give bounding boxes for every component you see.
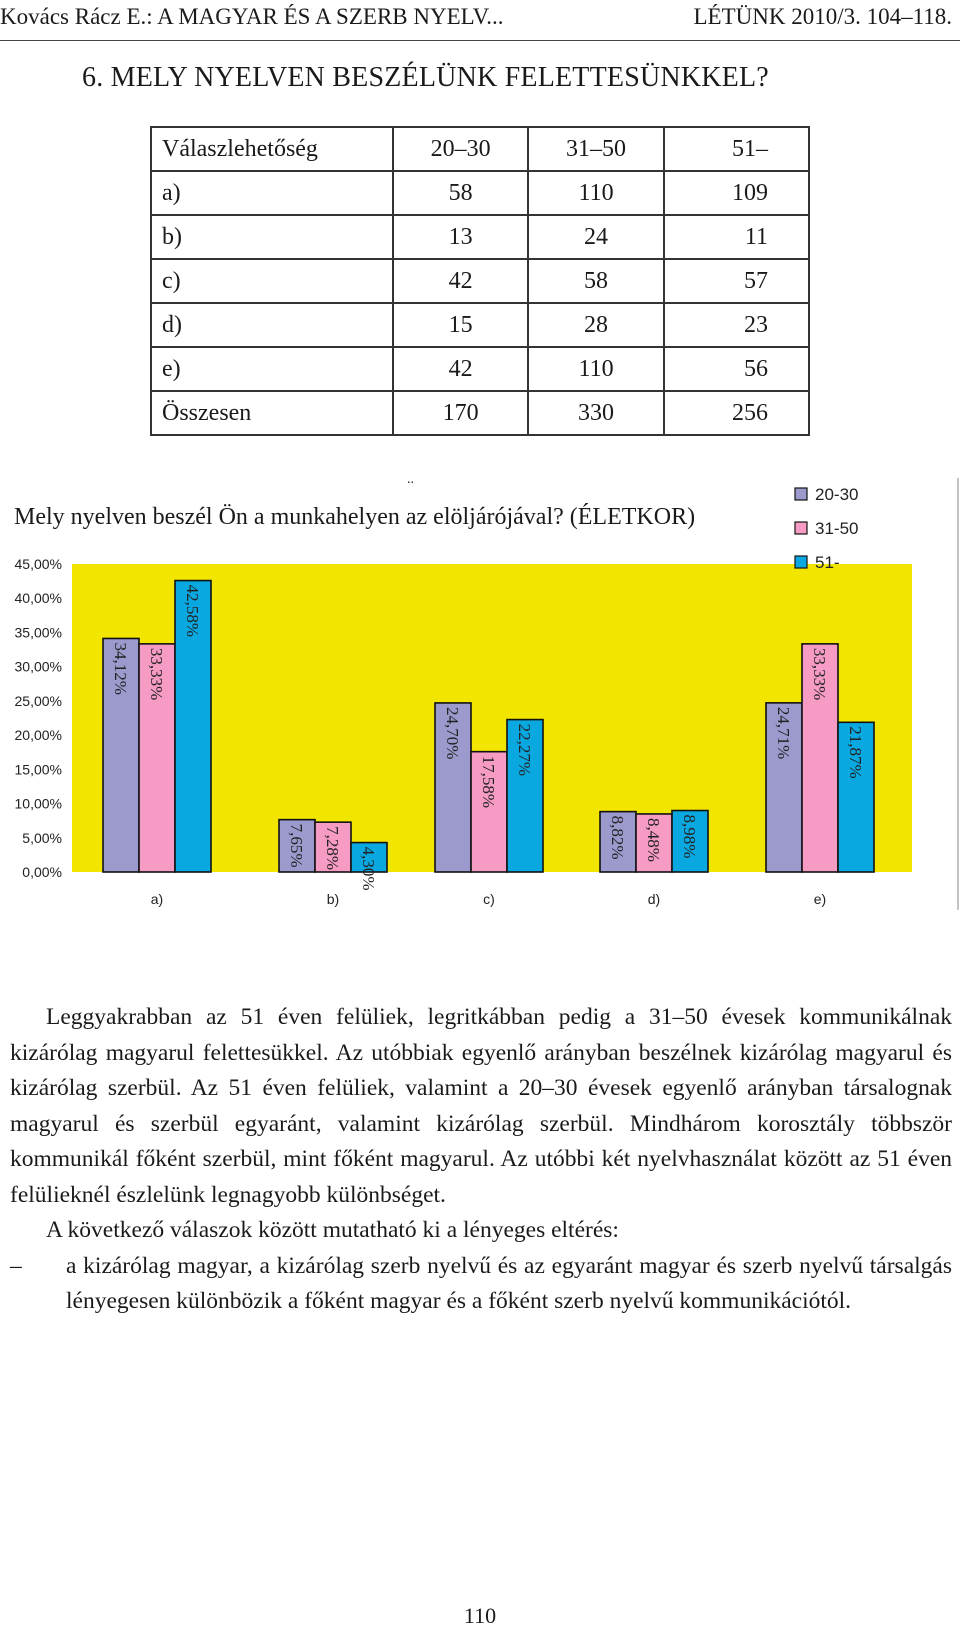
category-label: c): [483, 891, 495, 907]
data-label: 42,58%: [183, 584, 202, 637]
data-label: 24,71%: [774, 706, 793, 760]
data-label: 33,33%: [810, 647, 829, 701]
table-header-cell: 20–30: [393, 127, 528, 171]
response-table: [150, 126, 810, 436]
table-cell: a): [151, 171, 393, 215]
y-tick-label: 5,00%: [22, 829, 62, 846]
data-label: 7,28%: [323, 826, 342, 871]
chart-title: Mely nyelven beszél Ön a munkahelyen az elöljárójával? (ÉLETKOR): [14, 504, 696, 530]
data-label: 34,12%: [111, 642, 130, 695]
y-tick-label: 20,00%: [14, 727, 62, 744]
table-row: [151, 347, 809, 391]
table-cell: 58: [528, 259, 663, 303]
legend-label: 51-: [815, 553, 840, 572]
data-label: 17,58%: [479, 755, 498, 809]
category-label: d): [647, 891, 661, 907]
stray-dots: ..: [407, 472, 414, 487]
table-cell: d): [151, 303, 393, 347]
dash-list-item: [10, 1249, 952, 1320]
table-cell: 57: [664, 259, 809, 303]
table-cell: 28: [528, 303, 663, 347]
body-text: [10, 1000, 952, 1320]
table-cell: 110: [528, 171, 663, 215]
table-row: [151, 171, 809, 215]
legend-swatch: [795, 556, 807, 568]
legend-label: 20-30: [815, 485, 859, 504]
table-cell: c): [151, 259, 393, 303]
table-header-cell: 31–50: [528, 127, 663, 171]
header-rule: [0, 40, 960, 41]
table-cell: b): [151, 215, 393, 259]
y-tick-label: 45,00%: [14, 556, 62, 572]
header-author-title: Kovács Rácz E.: A MAGYAR ÉS A SZERB NYELV...: [0, 4, 504, 29]
y-tick-label: 10,00%: [14, 795, 62, 812]
table-cell: 170: [393, 391, 528, 435]
dash-item-text: a kizárólag magyar, a kizárólag szerb nyelvű és az egyaránt magyar és szerb nyelvű társalgás lényegesen különbözik a főként magyar és a főként szerb nyelvű kommunikációtól.: [66, 1252, 952, 1314]
table-cell: 42: [393, 259, 528, 303]
y-tick-label: 0,00%: [22, 864, 62, 880]
category-label: b): [326, 891, 340, 907]
legend-swatch: [795, 488, 807, 500]
table-cell: 42: [393, 347, 528, 391]
page-number: 110: [463, 1603, 497, 1628]
data-label: 8,82%: [608, 815, 627, 860]
category-label: a): [150, 891, 164, 907]
table-row: [151, 303, 809, 347]
table-cell: 11: [664, 215, 809, 259]
data-label: 21,87%: [846, 726, 865, 779]
y-tick-label: 40,00%: [14, 590, 62, 607]
y-tick-label: 15,00%: [14, 761, 62, 778]
category-label: e): [813, 891, 827, 907]
table-cell: 110: [528, 347, 663, 391]
table-cell: 330: [528, 391, 663, 435]
table-cell: e): [151, 347, 393, 391]
table-header-row: [151, 127, 809, 171]
y-tick-label: 30,00%: [14, 658, 62, 675]
legend-swatch: [795, 522, 807, 534]
body-paragraph: Leggyakrabban az 51 éven felüliek, legritkábban pedig a 31–50 évesek kommunikálnak kizárólag magyarul felettesükkel. Az utóbbiak egyenlő arányban beszélnek kizárólag magyarul és kizárólag szerbül. Az 51 éven felüliek, valamint a 20–30 évesek egyenlő arányban társalognak magyarul és szerbül egyaránt, valamint kizárólag szerbül. Mindhárom korosztály többször kommunikál főként szerbül, mint főként magyarul. Az utóbbi két nyelvhasználat között az 51 éven felülieknél észlelünk legnagyobb különbséget.: [10, 1004, 952, 1208]
data-label: 22,27%: [515, 723, 534, 776]
table-cell: Összesen: [151, 391, 393, 435]
table-cell: 23: [664, 303, 809, 347]
section-title: 6. MELY NYELVEN BESZÉLÜNK FELETTESÜNKKEL?: [82, 62, 769, 93]
table-total-row: [151, 391, 809, 435]
table-cell: 109: [664, 171, 809, 215]
y-tick-label: 35,00%: [14, 624, 62, 641]
body-paragraph: A következő válaszok között mutatható ki a lényeges eltérés:: [46, 1217, 619, 1243]
legend-label: 31-50: [815, 519, 859, 538]
table-cell: 56: [664, 347, 809, 391]
data-label: 8,98%: [680, 814, 699, 859]
data-label: 7,65%: [287, 823, 306, 868]
table-cell: 13: [393, 215, 528, 259]
table-header-cell: Válaszlehetőség: [151, 127, 393, 171]
data-label: 4,30%: [359, 846, 378, 891]
dash-mark: –: [10, 1252, 22, 1279]
table-cell: 256: [664, 391, 809, 435]
table-row: [151, 215, 809, 259]
data-label: 24,70%: [443, 706, 462, 760]
table-cell: 24: [528, 215, 663, 259]
header-journal-ref: LÉTÜNK 2010/3. 104–118.: [693, 4, 952, 29]
y-tick-label: 25,00%: [14, 692, 62, 709]
data-label: 33,33%: [147, 647, 166, 701]
table-cell: 15: [393, 303, 528, 347]
data-label: 8,48%: [644, 817, 663, 862]
table-header-cell: 51–: [664, 127, 809, 171]
table-row: [151, 259, 809, 303]
table-cell: 58: [393, 171, 528, 215]
